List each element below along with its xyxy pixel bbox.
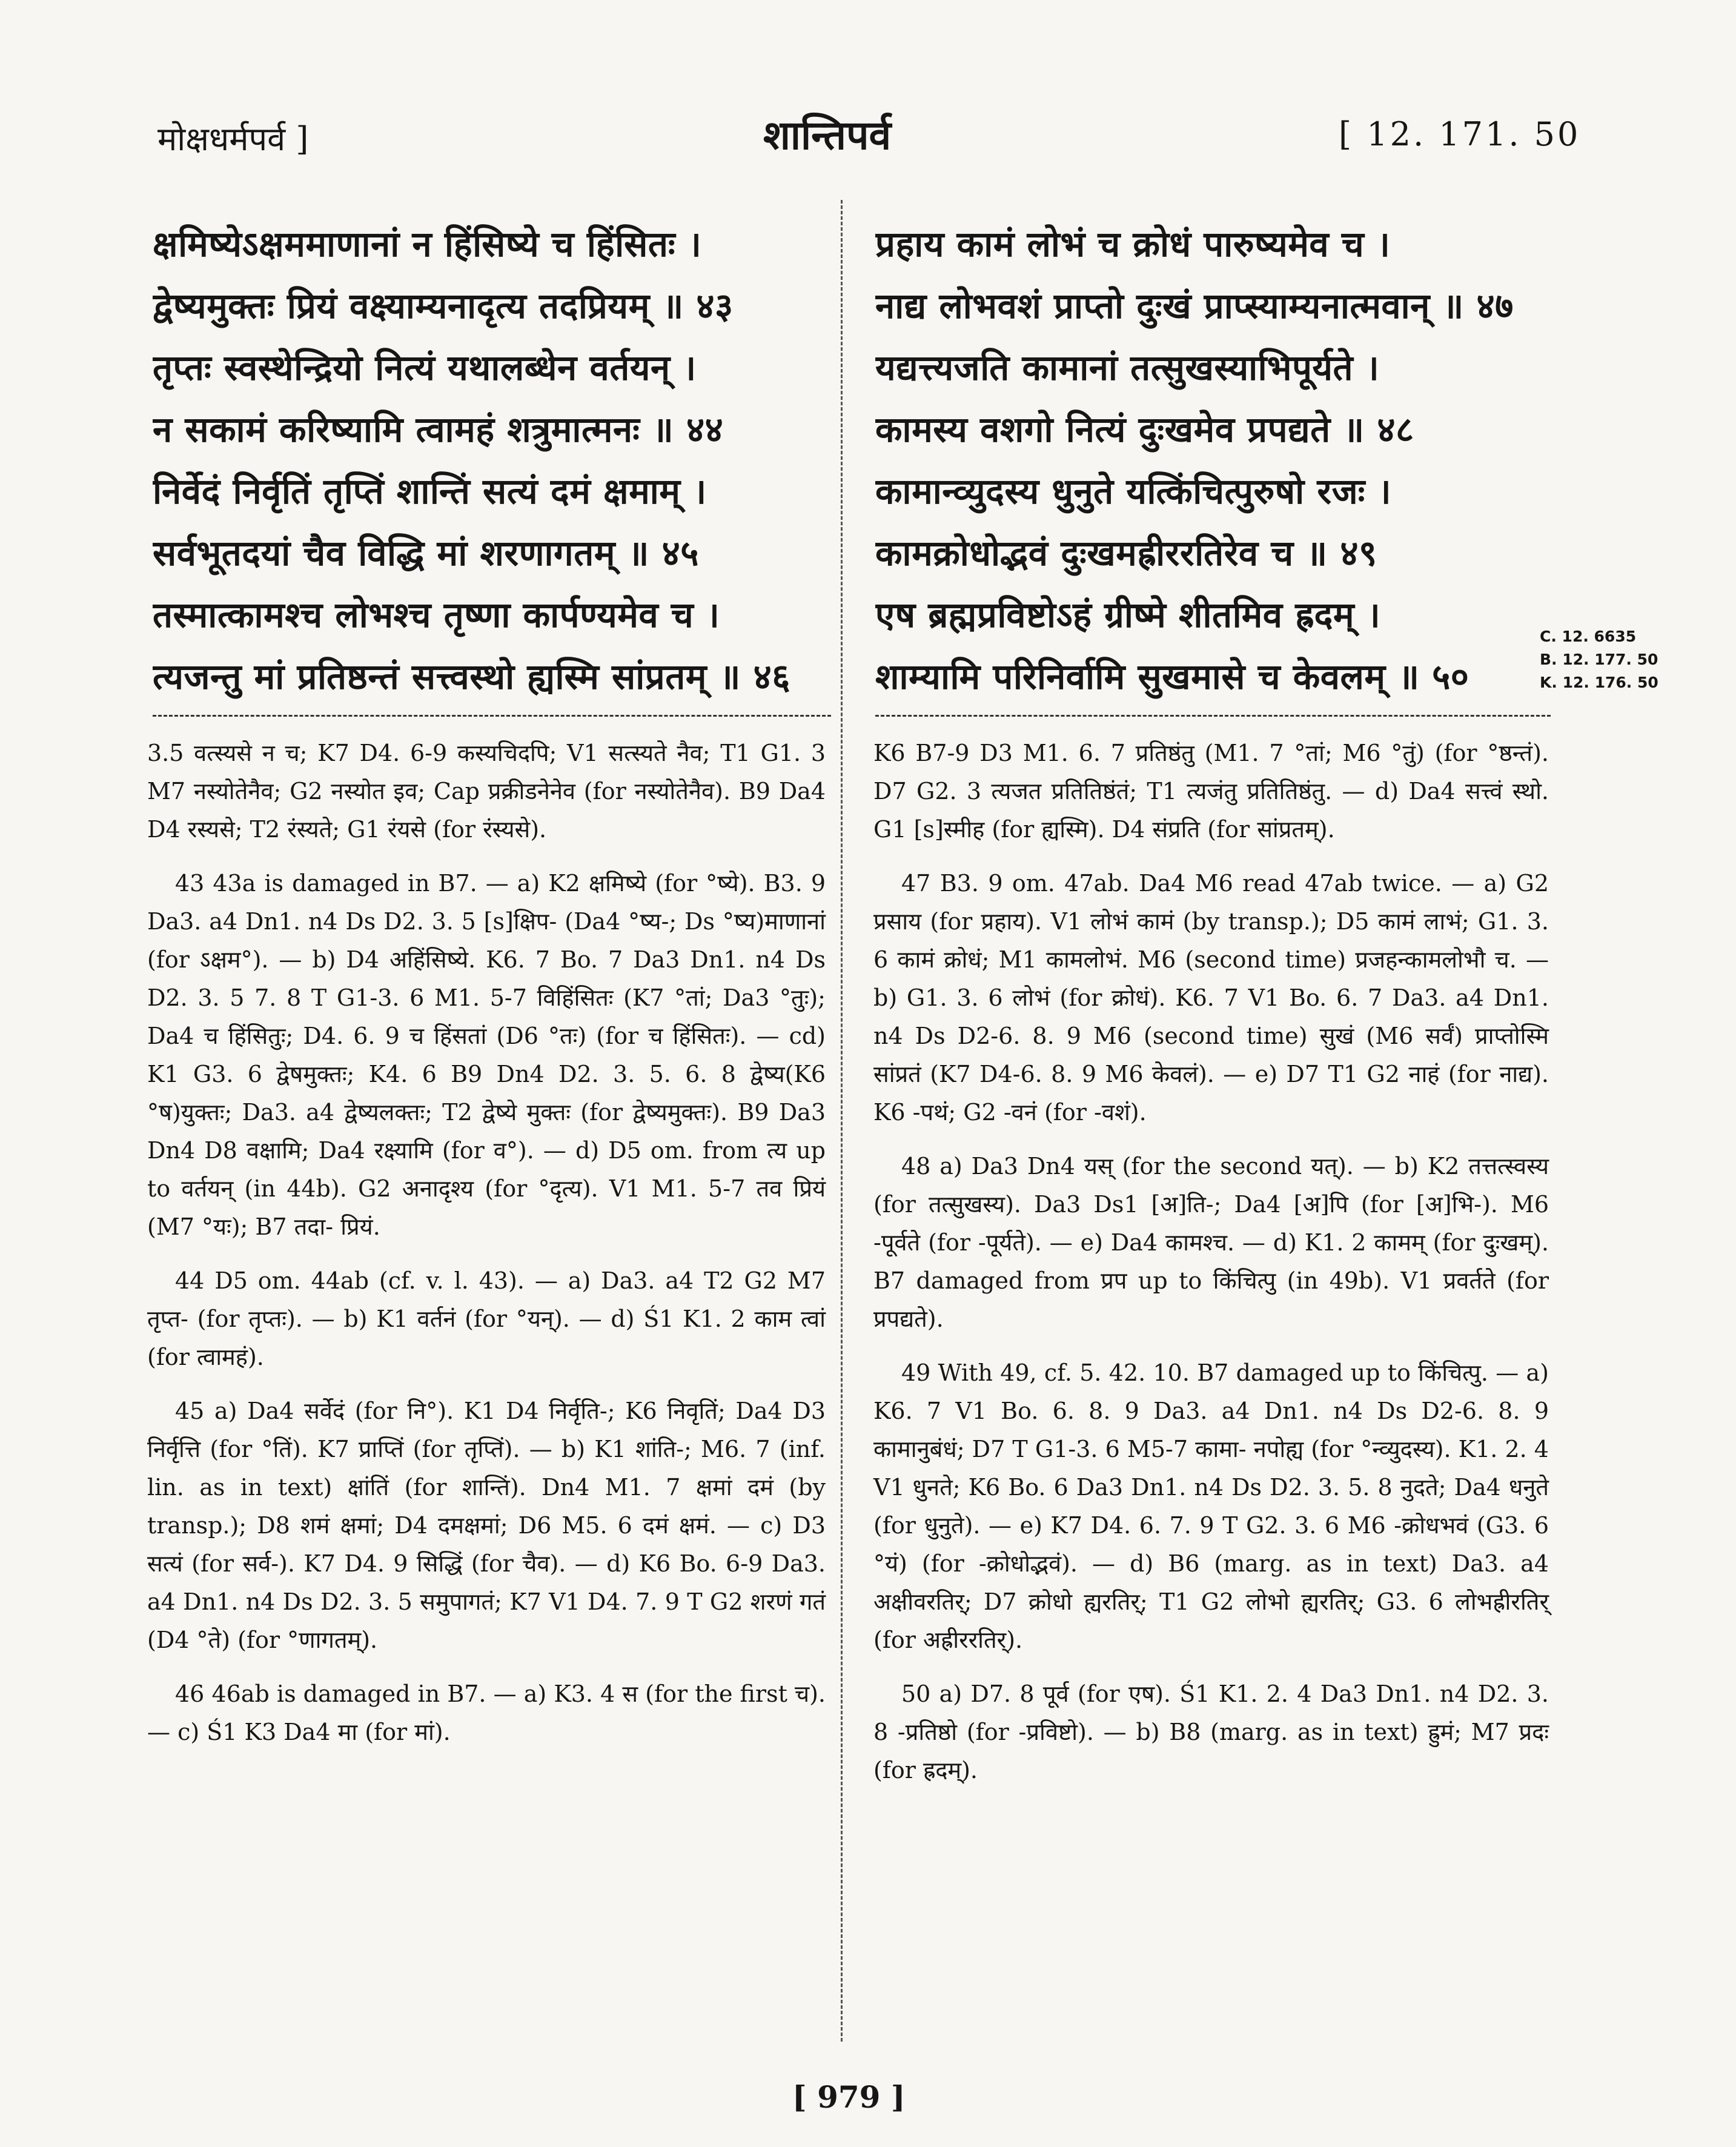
apparatus-note: 43 43a is damaged in B7. — a) K2 क्षमिष्ये (for °ष्ये). B3. 9 Da3. a4 Dn1. n4 Ds D2. 3. 5 [s]क्षिप- (Da4 °ष्य-; Ds °ष्य)माणानां (for ऽक्षम°). — b) D4 अहिंसिष्ये. K6. 7 Bo. 7 Da3 Dn1. n4 Ds D2. 3. 5 7. 8 T G1-3. 6 M1. 5-7 विहिंसितः (K7 °तां; Da3 °तुः); Da4 च हिंसितुः; D4. 6. 9 च हिंसतां (D6 °तः) (for च हिंसितः). — cd) K1 G3. 6 द्वेषमुक्तः; K4. 6 B9 Dn4 D2. 3. 5. 6. 8 द्वेष्य(K6 °ष)युक्तः; Da3. a4 द्वेष्यलक्तः; T2 द्वेष्ये मुक्तः (for द्वेष्यमुक्तः). B9 Da3 Dn4 D8 वक्षामि; Da4 रक्ष्यामि (for व°). — d) D5 om. from त्य up to वर्तयन् (in 44b). G2 अनादृश्य (for °दृत्य). V1 M1. 5-7 तव प्रियं (M7 °यः); B7 तदा- प्रियं. xyxy=(147,870,826,1240)
verse-line: न सकामं करिष्यामि त्वामहं शत्रुमात्मनः ॥ ४४ xyxy=(153,409,724,450)
apparatus-note: 50 a) D7. 8 पूर्व (for एष). Ś1 K1. 2. 4 Da3 Dn1. n4 D2. 3. 8 -प्रतिष्ठो (for -प्रविष्टो). — b) B8 (marg. as in text) ह्रुमं; M7 प्रदः (for ह्रदम्). xyxy=(873,1681,1549,1784)
section-divider xyxy=(153,715,831,717)
verse-line: प्रहाय कामं लोभं च क्रोधं पारुष्यमेव च । xyxy=(875,224,1391,265)
verse-line: सर्वभूतदयां चैव विद्धि मां शरणागतम् ॥ ४५ xyxy=(153,533,699,574)
running-head-title: शान्तिपर्व xyxy=(763,111,892,159)
concordance-refs xyxy=(1540,625,1658,694)
concordance-ref: C. 12. 6635 xyxy=(1540,628,1637,645)
verse-line: कामस्य वशगो नित्यं दुःखमेव प्रपद्यते ॥ ४८ xyxy=(875,409,1414,450)
apparatus-note: 47 B3. 9 om. 47ab. Da4 M6 read 47ab twice. — a) G2 प्रसाय (for प्रहाय). V1 लोभं कामं (by transp.); D5 कामं लाभं; G1. 3. 6 कामं क्रोधं; M1 कामलोभं. M6 (second time) प्रजहन्कामलोभौ च. — b) G1. 3. 6 लोभं (for क्रोधं). K6. 7 V1 Bo. 6. 7 Da3. a4 Dn1. n4 Ds D2-6. 8. 9 M6 (second time) सुखं (M6 सर्वं) प्राप्तोस्मि सांप्रतं (K7 D4-6. 8. 9 M6 केवलं). — e) D7 T1 G2 नाहं (for नाद्य). K6 -पथं; G2 -वनं (for -वशं). xyxy=(873,870,1549,1126)
apparatus-note: 48 a) Da3 Dn4 यस् (for the second यत्). — b) K2 तत्तत्स्वस्य (for तत्सुखस्य). Da3 Ds1 [अ]ति-; Da4 [अ]पि (for [अ]भि-). M6 -पूर्वते (for -पूर्यते). — e) Da4 कामश्च. — d) K1. 2 कामम् (for दुःखम्). B7 damaged from प्रप up to किंचित्पु (in 49b). V1 प्रवर्तते (for प्रपद्यते). xyxy=(873,1153,1549,1332)
verse-line: क्षमिष्येऽक्षममाणानां न हिंसिष्ये च हिंसितः । xyxy=(153,224,702,265)
page-number: [ 979 ] xyxy=(792,2079,906,2115)
column-divider xyxy=(841,200,843,2042)
verse-column-left xyxy=(153,213,831,708)
concordance-ref: K. 12. 176. 50 xyxy=(1540,674,1658,691)
critical-apparatus-right xyxy=(873,734,1549,1805)
apparatus-note: K6 B7-9 D3 M1. 6. 7 प्रतिष्ठंतु (M1. 7 °तां; M6 °तुं) (for °ष्ठन्तं). D7 G2. 3 त्यजत प्रतितिष्ठंतं; T1 त्यजंतु प्रतितिष्ठंतु. — d) Da4 सत्त्वं स्थो. G1 [s]स्मीह (for ह्यस्मि). D4 संप्रति (for सांप्रतम्). xyxy=(873,740,1549,843)
running-head-left: मोक्षधर्मपर्व ] xyxy=(157,120,309,158)
verse-line: यद्यत्त्यजति कामानां तत्सुखस्याभिपूर्यते । xyxy=(875,347,1380,388)
apparatus-note: 45 a) Da4 सर्वेदं (for नि°). K1 D4 निर्वृति-; K6 निवृतिं; Da4 D3 निर्वृत्ति (for °तिं). K7 प्राप्तिं (for तृप्तिं). — b) K1 शांति-; M6. 7 (inf. lin. as in text) क्षांतिं (for शान्तिं). Dn4 M1. 7 क्षमां दमं (by transp.); D8 शमं क्षमां; D4 दमक्षमां; D6 M5. 6 दमं क्षमं. — c) D3 सत्यं (for सर्व-). K7 D4. 9 सिद्धिं (for चैव). — d) K6 Bo. 6-9 Da3. a4 Dn1. n4 Ds D2. 3. 5 समुपागतं; K7 V1 D4. 7. 9 T G2 शरणं गतं (D4 °ते) (for °णागतम्). xyxy=(147,1398,826,1653)
running-head-verse-ref: [ 12. 171. 50 xyxy=(1339,115,1581,153)
verse-column-right xyxy=(875,213,1554,708)
apparatus-note: 46 46ab is damaged in B7. — a) K3. 4 स (for the first च). — c) Ś1 K3 Da4 मा (for मां). xyxy=(147,1681,826,1745)
critical-apparatus-left xyxy=(147,734,826,1767)
section-divider xyxy=(875,715,1551,717)
verse-line: द्वेष्यमुक्तः प्रियं वक्ष्याम्यनादृत्य तदप्रियम् ॥ ४३ xyxy=(153,285,734,327)
apparatus-note: 49 With 49, cf. 5. 42. 10. B7 damaged up to किंचित्पु. — a) K6. 7 V1 Bo. 6. 8. 9 Da3. a4 Dn1. n4 Ds D2-6. 8. 9 कामानुबंधं; D7 T G1-3. 6 M5-7 कामा- नपोह्य (for °न्व्युदस्य). K1. 2. 4 V1 धुनते; K6 Bo. 6 Da3 Dn1. n4 Ds D2. 3. 5. 8 नुदते; Da4 धनुते (for धुनुते). — e) K7 D4. 6. 7. 9 T G2. 3. 6 M6 -क्रोधभवं (G3. 6 °यं) (for -क्रोधोद्भवं). — d) B6 (marg. as in text) Da3. a4 अक्षीवरतिर्; D7 क्रोधो ह्यरतिर्; T1 G2 लोभो ह्यरतिर्; G3. 6 लोभह्रीरतिर् (for अह्रीररतिर्). xyxy=(873,1359,1549,1653)
verse-line: तस्मात्कामश्च लोभश्च तृष्णा कार्पण्यमेव च । xyxy=(153,594,720,635)
verse-line: त्यजन्तु मां प्रतिष्ठन्तं सत्त्वस्थो ह्यस्मि सांप्रतम् ॥ ४६ xyxy=(153,656,790,697)
verse-line: शाम्यामि परिनिर्वामि सुखमासे च केवलम् ॥ ५० xyxy=(875,656,1469,697)
apparatus-note: 3.5 वत्स्यसे न च; K7 D4. 6-9 कस्यचिदपि; V1 सत्स्यते नैव; T1 G1. 3 M7 नस्योतेनैव; G2 नस्योत इव; Cap प्रक्रीडनेनेव (for नस्योतेनैव). B9 Da4 D4 रस्यसे; T2 रंस्यते; G1 रंयसे (for रंस्यसे). xyxy=(147,740,826,843)
verse-line: तृप्तः स्वस्थेन्द्रियो नित्यं यथालब्धेन वर्तयन् । xyxy=(153,347,697,388)
concordance-ref: B. 12. 177. 50 xyxy=(1540,651,1658,668)
verse-line: एष ब्रह्मप्रविष्टोऽहं ग्रीष्मे शीतमिव ह्रदम् । xyxy=(875,594,1381,635)
apparatus-note: 44 D5 om. 44ab (cf. v. l. 43). — a) Da3. a4 T2 G2 M7 तृप्त- (for तृप्तः). — b) K1 वर्तनं (for °यन्). — d) Ś1 K1. 2 काम त्वां (for त्वामहं). xyxy=(147,1267,826,1370)
verse-line: कामक्रोधोद्भवं दुःखमह्रीररतिरेव च ॥ ४९ xyxy=(875,533,1377,574)
verse-line: कामान्व्युदस्य धुनुते यत्किंचित्पुरुषो रजः । xyxy=(875,471,1392,512)
verse-line: नाद्य लोभवशं प्राप्तो दुःखं प्राप्स्याम्यनात्मवान् ॥ ४७ xyxy=(875,285,1514,327)
verse-line: निर्वेदं निर्वृतिं तृप्तिं शान्तिं सत्यं दमं क्षमाम् । xyxy=(153,471,707,512)
